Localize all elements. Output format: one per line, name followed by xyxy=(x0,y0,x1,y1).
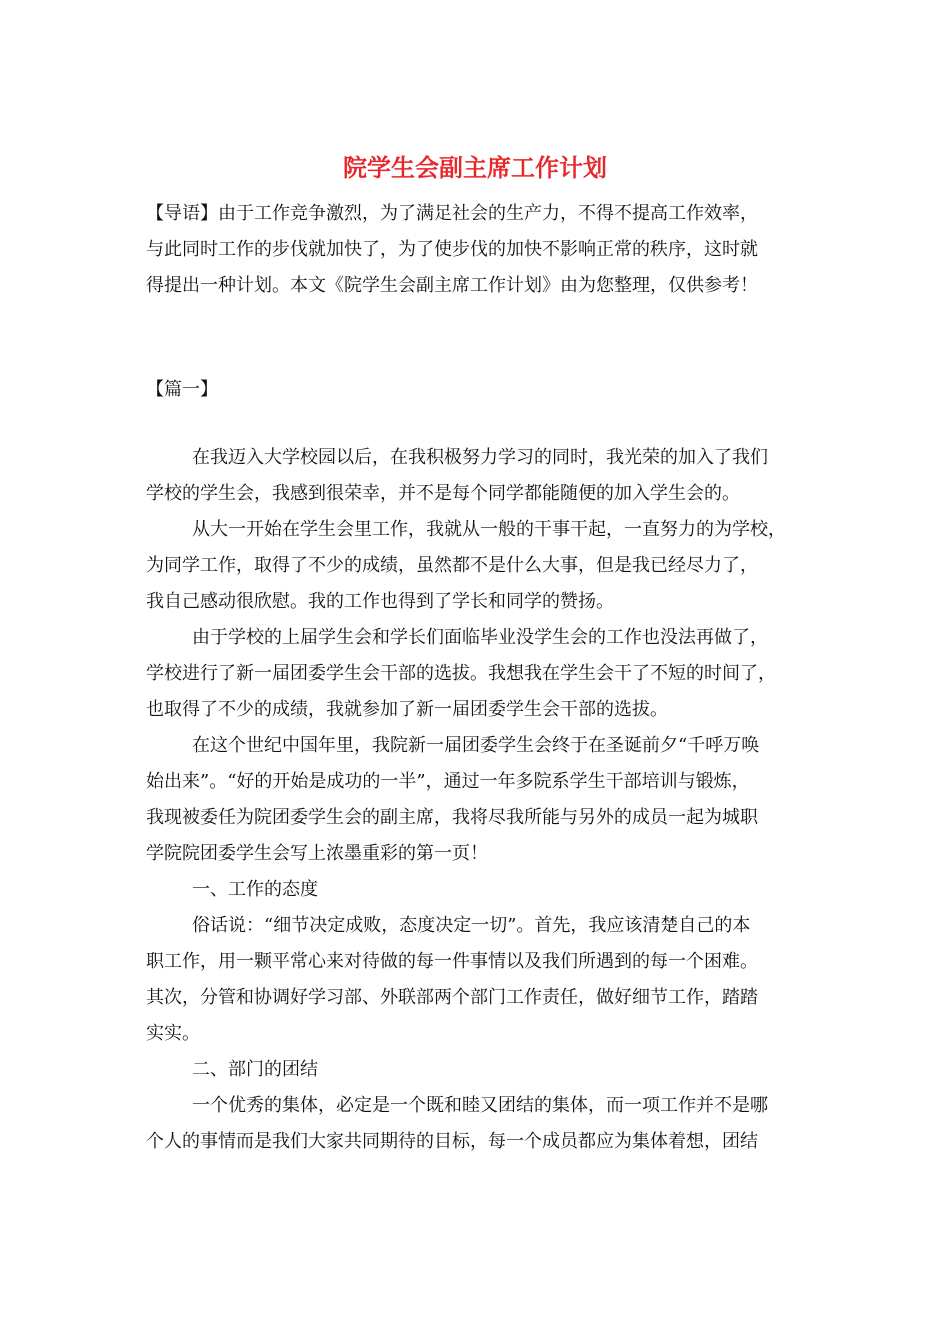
body-line: 职工作，用一颗平常心来对待做的每一件事情以及我们所遇到的每一个困难。 xyxy=(146,951,758,972)
body-line: 在这个世纪中国年里，我院新一届团委学生会终于在圣诞前夕“千呼万唤 xyxy=(192,735,760,756)
body-line: 也取得了不少的成绩，我就参加了新一届团委学生会干部的选拔。 xyxy=(146,699,668,720)
body-line: 实实。 xyxy=(146,1023,200,1044)
body-line: 学校进行了新一届团委学生会干部的选拔。我想我在学生会干了不短的时间了， xyxy=(146,663,776,684)
body-line: 学校的学生会，我感到很荣幸，并不是每个同学都能随便的加入学生会的。 xyxy=(146,483,740,504)
body-line: 二、部门的团结 xyxy=(192,1059,318,1080)
body-line: 从大一开始在学生会里工作，我就从一般的干事干起，一直努力的为学校， xyxy=(192,519,786,540)
body-line: 我现被委任为院团委学生会的副主席，我将尽我所能与另外的成员一起为城职 xyxy=(146,807,758,828)
intro-line: 与此同时工作的步伐就加快了，为了使步伐的加快不影响正常的秩序，这时就 xyxy=(146,239,758,260)
body-line: 学院院团委学生会写上浓墨重彩的第一页！ xyxy=(146,843,488,864)
section-label: 【篇一】 xyxy=(146,379,218,400)
body-line: 一个优秀的集体，必定是一个既和睦又团结的集体，而一项工作并不是哪 xyxy=(192,1095,768,1116)
body-line: 在我迈入大学校园以后，在我积极努力学习的同时，我光荣的加入了我们 xyxy=(192,447,768,468)
document-title: 院学生会副主席工作计划 xyxy=(343,153,607,182)
body-line: 始出来”。“好的开始是成功的一半”，通过一年多院系学生干部培训与锻炼， xyxy=(146,771,750,792)
intro-line: 【导语】由于工作竞争激烈，为了满足社会的生产力，不得不提高工作效率， xyxy=(146,203,758,224)
body-line: 个人的事情而是我们大家共同期待的目标，每一个成员都应为集体着想，团结 xyxy=(146,1131,758,1152)
intro-paragraph xyxy=(146,196,816,304)
body-line: 俗话说：“细节决定成败，态度决定一切”。首先，我应该清楚自己的本 xyxy=(192,915,751,936)
intro-line: 得提出一种计划。本文《院学生会副主席工作计划》由为您整理，仅供参考！ xyxy=(146,275,758,296)
body-line: 我自己感动很欣慰。我的工作也得到了学长和同学的赞扬。 xyxy=(146,591,614,612)
body-line: 由于学校的上届学生会和学长们面临毕业没学生会的工作也没法再做了， xyxy=(192,627,768,648)
body-line: 其次，分管和协调好学习部、外联部两个部门工作责任，做好细节工作，踏踏 xyxy=(146,987,758,1008)
body-text xyxy=(146,440,816,1160)
body-line: 为同学工作，取得了不少的成绩，虽然都不是什么大事，但是我已经尽力了， xyxy=(146,555,758,576)
body-line: 一、工作的态度 xyxy=(192,879,318,900)
